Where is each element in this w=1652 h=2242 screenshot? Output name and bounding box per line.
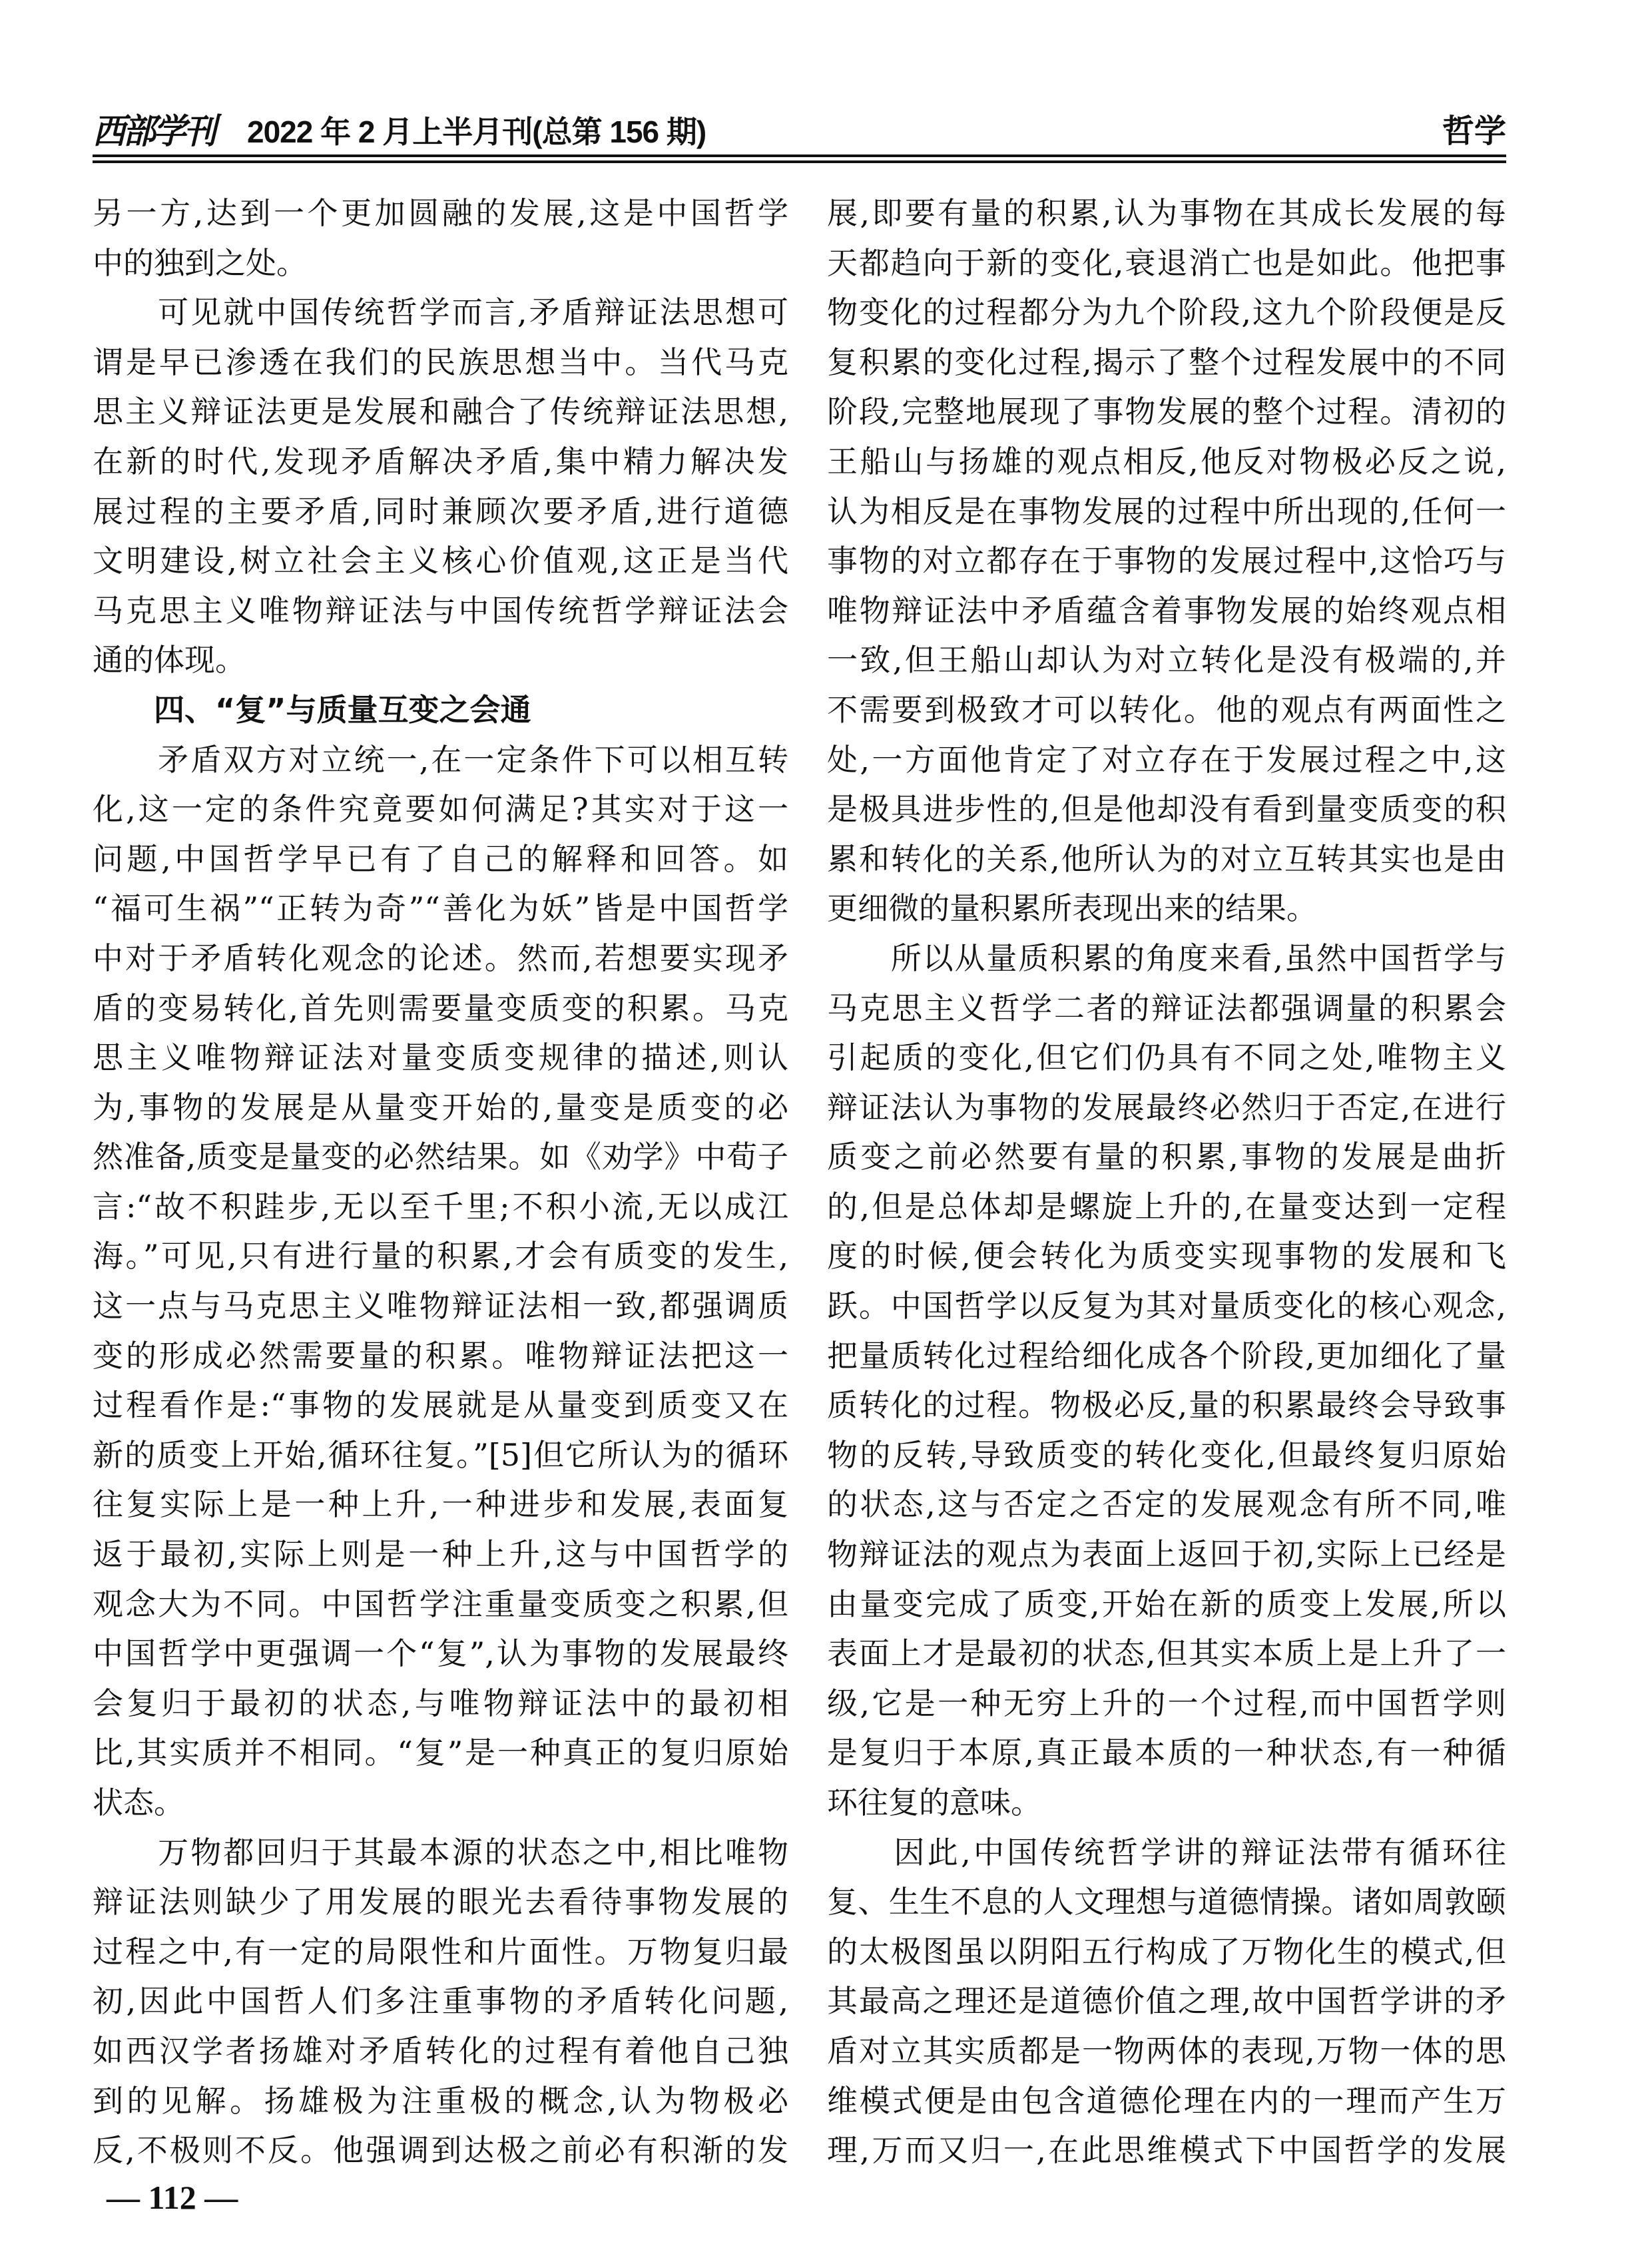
text-line: 通的体现。 (93, 642, 246, 679)
text-line: 维模式便是由包含道德伦理在内的一理而产生万 (827, 2082, 1506, 2119)
text-line: 表面上才是最初的状态,但其实本质上是上升了一 (827, 1635, 1506, 1672)
issue-info: 2022 年 2 月上半月刊(总第 156 期) (247, 115, 706, 149)
header-rule-bottom (93, 160, 1506, 163)
paragraph (93, 188, 788, 288)
text-line: 初,因此中国哲人们多注重事物的矛盾转化问题, (93, 1983, 788, 2020)
text-line: 认为相反是在事物发展的过程中所出现的,任何一 (827, 493, 1506, 529)
text-line: 盾对立其实质都是一物两体的表现,万物一体的思 (827, 2032, 1506, 2069)
text-line: 的,但是总体却是螺旋上升的,在量变达到一定程 (827, 1188, 1506, 1225)
text-line: 言:“故不积跬步,无以至千里;不积小流,无以成江 (93, 1188, 788, 1225)
text-line: 一致,但王船山却认为对立转化是没有极端的,并 (827, 642, 1506, 679)
text-line: 马克思主义唯物辩证法与中国传统哲学辩证法会 (93, 592, 788, 629)
text-line: 累和转化的关系,他所认为的对立互转其实也是由 (827, 840, 1506, 877)
text-line: 反,不极则不反。他强调到达极之前必有积渐的发 (93, 2132, 788, 2169)
text-line: 然准备,质变是量变的必然结果。如《劝学》中荀子 (93, 1139, 788, 1175)
text-line: 辩证法认为事物的发展最终必然归于否定,在进行 (827, 1089, 1506, 1125)
text-line: 展,即要有量的积累,认为事物在其成长发展的每 (827, 195, 1506, 231)
text-line: 跃。中国哲学以反复为其对量质变化的核心观念, (827, 1288, 1506, 1324)
text-line: 另一方,达到一个更加圆融的发展,这是中国哲学 (93, 195, 788, 231)
text-line: 返于最初,实际上则是一种上升,这与中国哲学的 (93, 1536, 788, 1573)
text-line: 化,这一定的条件究竟要如何满足?其实对于这一 (93, 791, 788, 828)
text-line: 过程看作是:“事物的发展就是从量变到质变又在 (93, 1387, 788, 1424)
text-line: 新的质变上开始,循环往复。”[5]但它所认为的循环 (93, 1436, 788, 1473)
paragraph (827, 1828, 1506, 2175)
text-line: 度的时候,便会转化为质变实现事物的发展和飞 (827, 1238, 1506, 1274)
text-line: 物辩证法的观点为表面上返回于初,实际上已经是 (827, 1536, 1506, 1573)
text-line: 的状态,这与否定之否定的发展观念有所不同,唯 (827, 1486, 1506, 1523)
text-line: 为,事物的发展是从量变开始的,量变是质变的必 (93, 1089, 788, 1125)
text-line: 唯物辩证法中矛盾蕴含着事物发展的始终观点相 (827, 592, 1506, 629)
text-line: 质转化的过程。物极必反,量的积累最终会导致事 (827, 1387, 1506, 1424)
text-line: 其最高之理还是道德价值之理,故中国哲学讲的矛 (827, 1983, 1506, 2020)
text-line: 的太极图虽以阴阳五行构成了万物化生的模式,但 (827, 1933, 1506, 1970)
text-line: 事物的对立都存在于事物的发展过程中,这恰巧与 (827, 543, 1506, 579)
text-line: 复、生生不息的人文理想与道德情操。诸如周敦颐 (827, 1884, 1506, 1920)
text-line: 思主义唯物辩证法对量变质变规律的描述,则认 (93, 1039, 788, 1076)
text-line: 环往复的意味。 (827, 1785, 1041, 1821)
text-line: 会复归于最初的状态,与唯物辩证法中的最初相 (93, 1685, 788, 1721)
paragraph (93, 1828, 788, 2175)
text-line: 变的形成必然需要量的积累。唯物辩证法把这一 (93, 1337, 788, 1374)
text-line: 往复实际上是一种上升,一种进步和发展,表面复 (93, 1486, 788, 1523)
text-line: 这一点与马克思主义唯物辩证法相一致,都强调质 (93, 1288, 788, 1324)
text-line: 文明建设,树立社会主义核心价值观,这正是当代 (93, 543, 788, 579)
right-column (827, 188, 1506, 2175)
text-line: 马克思主义哲学二者的辩证法都强调量的积累会 (827, 989, 1506, 1026)
text-line: 万物都回归于其最本源的状态之中,相比唯物 (93, 1834, 788, 1870)
text-line: 过程之中,有一定的局限性和片面性。万物复归最 (93, 1933, 788, 1970)
text-line: 比,其实质并不相同。“复”是一种真正的复归原始 (93, 1735, 788, 1771)
text-line: 质变之前必然要有量的积累,事物的发展是曲折 (827, 1139, 1506, 1175)
running-header (93, 112, 1506, 152)
text-line: 四、“复”与质量互变之会通 (93, 691, 531, 728)
text-line: 阶段,完整地展现了事物发展的整个过程。清初的 (827, 394, 1506, 430)
text-line: 更细微的量积累所表现出来的结果。 (827, 890, 1317, 927)
text-line: 所以从量质积累的角度来看,虽然中国哲学与 (827, 940, 1506, 976)
page-number: — 112 — (107, 2179, 238, 2216)
text-line: 观念大为不同。中国哲学注重量变质变之积累,但 (93, 1585, 788, 1622)
text-line: 是复归于本原,真正最本质的一种状态,有一种循 (827, 1735, 1506, 1771)
text-line: 中的独到之处。 (93, 244, 307, 281)
text-line: 中国哲学中更强调一个“复”,认为事物的发展最终 (93, 1635, 788, 1672)
section-name: 哲学 (1442, 114, 1506, 149)
text-line: 可见就中国传统哲学而言,矛盾辩证法思想可 (93, 294, 788, 331)
text-line: 中对于矛盾转化观念的论述。然而,若想要实现矛 (93, 940, 788, 976)
text-line: 谓是早已渗透在我们的民族思想当中。当代马克 (93, 344, 788, 380)
header-rule-top (93, 154, 1506, 157)
paragraph (93, 288, 788, 685)
text-line: 级,它是一种无穷上升的一个过程,而中国哲学则 (827, 1685, 1506, 1721)
text-line: 矛盾双方对立统一,在一定条件下可以相互转 (93, 741, 788, 778)
text-line: 在新的时代,发现矛盾解决矛盾,集中精力解决发 (93, 443, 788, 479)
text-line: 不需要到极致才可以转化。他的观点有两面性之 (827, 691, 1506, 728)
text-line: 由量变完成了质变,开始在新的质变上发展,所以 (827, 1585, 1506, 1622)
text-line: 思主义辩证法更是发展和融合了传统辩证法思想, (93, 394, 788, 430)
text-line: 物变化的过程都分为九个阶段,这九个阶段便是反 (827, 294, 1506, 331)
text-line: 到的见解。扬雄极为注重极的概念,认为物极必 (93, 2082, 788, 2119)
paragraph (93, 735, 788, 1828)
text-line: 问题,中国哲学早已有了自己的解释和回答。如 (93, 840, 788, 877)
paragraph (827, 188, 1506, 934)
left-column (93, 188, 788, 2175)
text-line: 辩证法则缺少了用发展的眼光去看待事物发展的 (93, 1884, 788, 1920)
text-line: 状态。 (93, 1785, 184, 1821)
paragraph (827, 934, 1506, 1828)
text-line: 理,万而又归一,在此思维模式下中国哲学的发展 (827, 2132, 1506, 2169)
text-line: 展过程的主要矛盾,同时兼顾次要矛盾,进行道德 (93, 493, 788, 529)
text-line: 把量质转化过程给细化成各个阶段,更加细化了量 (827, 1337, 1506, 1374)
section-heading (93, 685, 788, 735)
text-line: 盾的变易转化,首先则需要量变质变的积累。马克 (93, 989, 788, 1026)
text-line: 复积累的变化过程,揭示了整个过程发展中的不同 (827, 344, 1506, 380)
text-line: 因此,中国传统哲学讲的辩证法带有循环往 (827, 1834, 1506, 1870)
text-line: 物的反转,导致质变的转化变化,但最终复归原始 (827, 1436, 1506, 1473)
text-line: 如西汉学者扬雄对矛盾转化的过程有着他自己独 (93, 2032, 788, 2069)
text-line: 王船山与扬雄的观点相反,他反对物极必反之说, (827, 443, 1506, 479)
text-line: 天都趋向于新的变化,衰退消亡也是如此。他把事 (827, 244, 1506, 281)
text-line: 是极具进步性的,但是他却没有看到量变质变的积 (827, 791, 1506, 828)
text-line: “福可生祸”“正转为奇”“善化为妖”皆是中国哲学 (93, 890, 788, 927)
journal-logo: 西部学刊 (93, 111, 214, 152)
text-line: 引起质的变化,但它们仍具有不同之处,唯物主义 (827, 1039, 1506, 1076)
text-line: 海。”可见,只有进行量的积累,才会有质变的发生, (93, 1238, 788, 1274)
text-line: 处,一方面他肯定了对立存在于发展过程之中,这 (827, 741, 1506, 778)
